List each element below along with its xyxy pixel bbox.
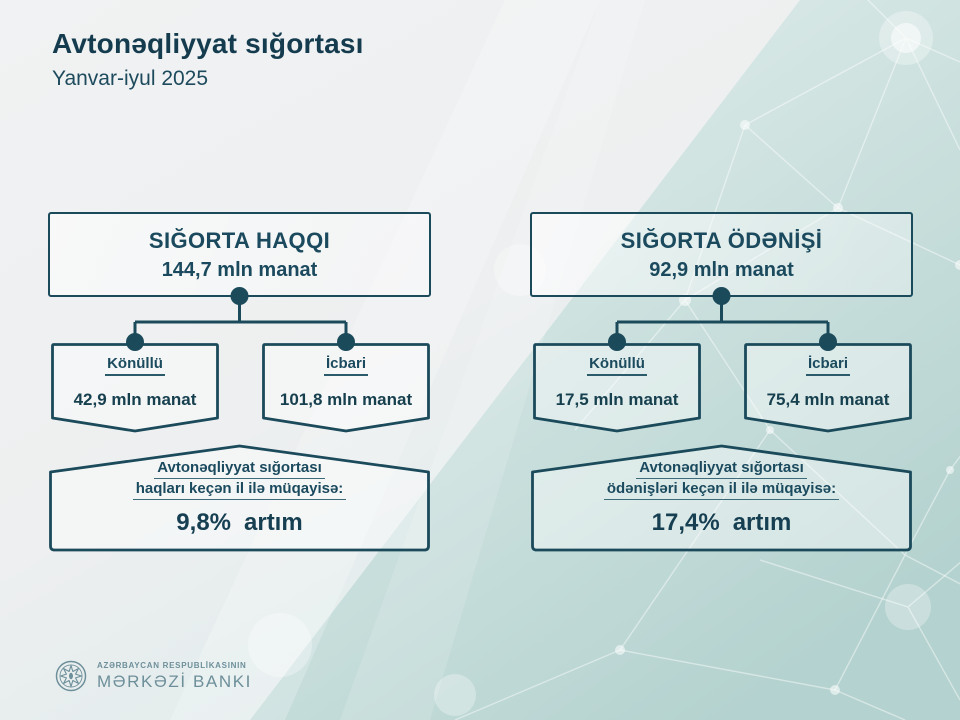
premium-tree xyxy=(48,212,431,557)
premium-root-box xyxy=(48,212,431,297)
payout-root-box xyxy=(530,212,913,297)
payout-compulsory-label: İcbari xyxy=(806,355,850,376)
premium-comparison-banner xyxy=(48,443,431,553)
bank-emblem-icon xyxy=(55,660,87,692)
connector-dot xyxy=(819,333,837,351)
connector-dot xyxy=(231,287,249,305)
payout-banner-line2: ödənişləri keçən il ilə müqayisə: xyxy=(604,479,839,500)
payout-growth-percent: 17,4% xyxy=(651,509,720,536)
premium-growth-percent: 9,8% xyxy=(176,509,231,536)
premium-growth-value xyxy=(176,509,303,536)
header xyxy=(52,28,364,91)
premium-growth-word: artım xyxy=(244,509,303,536)
payout-root-label: SIĞORTA ÖDƏNİŞİ xyxy=(620,227,823,253)
payout-compulsory-value: 75,4 mln manat xyxy=(766,390,890,409)
payout-voluntary-label: Könüllü xyxy=(587,355,647,376)
payout-voluntary-value: 17,5 mln manat xyxy=(555,390,679,409)
payout-growth-word: artım xyxy=(732,509,792,536)
footer-org-name: MƏRKƏZİ BANKI xyxy=(97,671,253,691)
payout-growth-value xyxy=(651,509,792,536)
payout-tree xyxy=(530,212,913,557)
payout-banner-line1: Avtonəqliyyat sığortası xyxy=(636,458,807,479)
premium-compulsory-value: 101,8 mln manat xyxy=(279,390,413,409)
premium-banner-line1: Avtonəqliyyat sığortası xyxy=(154,458,325,479)
premium-compulsory-label: İcbari xyxy=(324,355,368,376)
connector-dot xyxy=(608,333,626,351)
page-title: Avtonəqliyyat sığortası xyxy=(52,28,364,59)
tree-connector xyxy=(580,287,860,357)
connector-dot xyxy=(126,333,144,351)
payout-root-value: 92,9 mln manat xyxy=(649,258,794,281)
premium-voluntary-label: Könüllü xyxy=(105,355,165,376)
tree-connector xyxy=(98,287,378,357)
premium-root-label: SIĞORTA HAQQI xyxy=(148,227,331,253)
connector-dot xyxy=(713,287,731,305)
premium-root-value: 144,7 mln manat xyxy=(161,258,318,281)
page-subtitle: Yanvar-iyul 2025 xyxy=(52,67,209,90)
central-bank-logo xyxy=(55,660,252,692)
connector-dot xyxy=(337,333,355,351)
premium-voluntary-value: 42,9 mln manat xyxy=(73,390,197,409)
premium-banner-line2: haqları keçən il ilə müqayisə: xyxy=(133,479,347,500)
footer-org-country: AZƏRBAYCAN RESPUBLİKASININ xyxy=(97,660,247,670)
payout-comparison-banner xyxy=(530,443,913,553)
